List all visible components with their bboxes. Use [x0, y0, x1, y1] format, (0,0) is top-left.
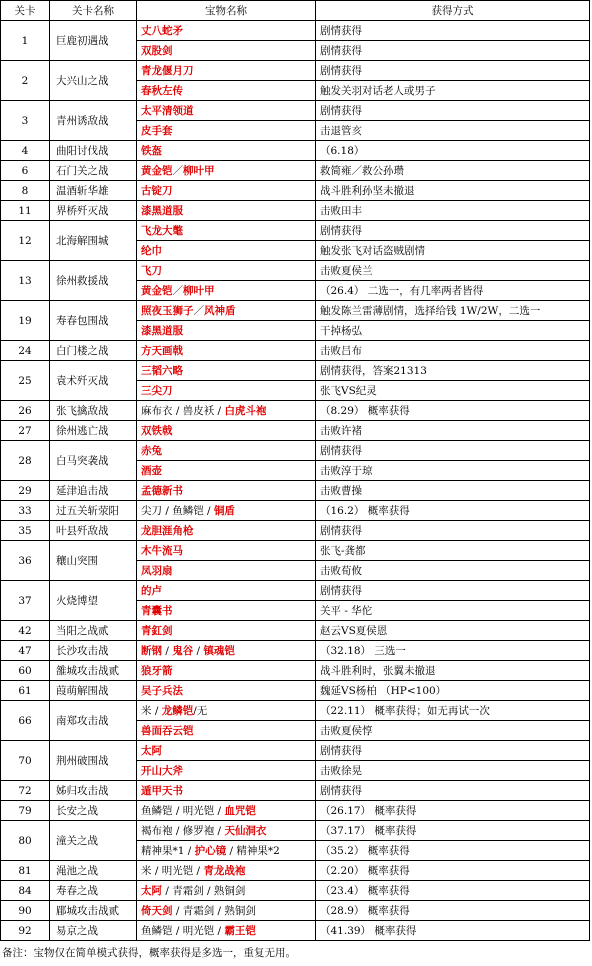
- header-treasure-name: 宝物名称: [137, 1, 316, 21]
- treasure-name: [137, 541, 316, 561]
- acquire-method: 击败夏侯兰: [316, 261, 590, 281]
- stage-number: 81: [1, 861, 50, 881]
- treasure-highlight: 方天画戟: [141, 344, 183, 357]
- treasure-highlight: 兽面吞云铠: [141, 724, 194, 737]
- treasure-highlight: 护心镜: [194, 844, 227, 857]
- treasure-highlight: 龙鳞铠: [161, 704, 194, 717]
- acquire-method: 击败许褚: [316, 421, 590, 441]
- treasure-highlight: 照夜玉狮子: [141, 304, 194, 317]
- treasure-name: [137, 141, 316, 161]
- acquire-method: 赵云VS夏侯恩: [316, 621, 590, 641]
- treasure-name: [137, 681, 316, 701]
- acquire-method: 击败荀攸: [316, 561, 590, 581]
- table-row: [1, 661, 590, 681]
- stage-name: 张飞擒敌战: [50, 401, 137, 421]
- acquire-method: （16.2） 概率获得: [316, 501, 590, 521]
- treasure-highlight: 吴子兵法: [141, 684, 183, 697]
- treasure-highlight: 铜盾: [213, 504, 235, 517]
- acquire-method: （26.17） 概率获得: [316, 801, 590, 821]
- treasure-text: /无: [193, 704, 208, 717]
- treasure-highlight: 柳叶甲: [183, 164, 215, 177]
- table-row: [1, 361, 590, 381]
- stage-number: 26: [1, 401, 50, 421]
- stage-number: 19: [1, 301, 50, 341]
- stage-number: 70: [1, 741, 50, 781]
- stage-name: 过五关斩荥阳: [50, 501, 137, 521]
- stage-number: 29: [1, 481, 50, 501]
- stage-name: 荆州破围战: [50, 741, 137, 781]
- treasure-name: [137, 581, 316, 601]
- treasure-name: [137, 501, 316, 521]
- treasure-text: / 青霜剑 / 熟铜剑: [172, 904, 256, 917]
- stage-number: 1: [1, 21, 50, 61]
- treasure-text: 麻布衣 / 兽皮袄 /: [141, 404, 225, 417]
- stage-number: 12: [1, 221, 50, 261]
- treasure-name: [137, 81, 316, 101]
- treasure-text: ／: [172, 284, 183, 297]
- acquire-method: 战斗胜利孙坚未撤退: [316, 181, 590, 201]
- acquire-method: 剧情获得: [316, 221, 590, 241]
- treasure-highlight: 凤羽扇: [141, 564, 173, 577]
- stage-name: 巨鹿初遇战: [50, 21, 137, 61]
- stage-name: 白门楼之战: [50, 341, 137, 361]
- acquire-method: （2.20） 概率获得: [316, 861, 590, 881]
- table-row: [1, 161, 590, 181]
- table-row: [1, 181, 590, 201]
- stage-name: 潼关之战: [50, 821, 137, 861]
- treasure-highlight: 断钢: [141, 644, 162, 657]
- treasure-name: [137, 421, 316, 441]
- acquire-method: （35.2） 概率获得: [316, 841, 590, 861]
- footnote: 备注：宝物仅在简单模式获得，概率获得是多选一，重复无用。: [2, 947, 296, 959]
- table-row: [1, 541, 590, 561]
- treasure-highlight: 龙胆涯角枪: [141, 524, 194, 537]
- acquire-method: 关平 - 华佗: [316, 601, 590, 621]
- stage-name: 长沙攻击战: [50, 641, 137, 661]
- treasure-highlight: 古锭刀: [141, 184, 173, 197]
- treasure-name: [137, 641, 316, 661]
- stage-number: 24: [1, 341, 50, 361]
- acquire-method: （8.29） 概率获得: [316, 401, 590, 421]
- treasure-text: /: [162, 644, 173, 657]
- treasure-highlight: 漆黑道服: [141, 324, 183, 337]
- treasure-text: 米 /: [141, 704, 162, 717]
- acquire-method: 击败田丰: [316, 201, 590, 221]
- table-row: [1, 261, 590, 281]
- stage-number: 90: [1, 901, 50, 921]
- treasure-name: [137, 361, 316, 381]
- stage-name: 温酒斩华雄: [50, 181, 137, 201]
- treasure-name: [137, 461, 316, 481]
- table-row: [1, 141, 590, 161]
- treasure-highlight: 黄金铠: [141, 284, 173, 297]
- treasure-highlight: 青龙战袍: [203, 864, 246, 877]
- acquire-method: （37.17） 概率获得: [316, 821, 590, 841]
- treasure-name: [137, 221, 316, 241]
- treasure-name: [137, 341, 316, 361]
- treasure-highlight: 黄金铠: [141, 164, 173, 177]
- table-row: [1, 101, 590, 121]
- treasure-highlight: 白虎斗袍: [224, 404, 267, 417]
- acquire-method: （23.4） 概率获得: [316, 881, 590, 901]
- acquire-method: 剧情获得，答案21313: [316, 361, 590, 381]
- treasure-highlight: 飞龙大氅: [141, 224, 183, 237]
- treasure-name: [137, 821, 316, 841]
- acquire-method: 击败徐晃: [316, 761, 590, 781]
- treasure-name: [137, 101, 316, 121]
- table-row: [1, 221, 590, 241]
- stage-name: 雒城攻击战贰: [50, 661, 137, 681]
- stage-number: 11: [1, 201, 50, 221]
- stage-name: 寿春之战: [50, 881, 137, 901]
- acquire-method: 击退管亥: [316, 121, 590, 141]
- stage-name: 长安之战: [50, 801, 137, 821]
- treasure-highlight: 三尖刀: [141, 384, 173, 397]
- stage-name: 渑池之战: [50, 861, 137, 881]
- stage-name: 姊归攻击战: [50, 781, 137, 801]
- stage-number: 25: [1, 361, 50, 401]
- acquire-method: 触发关羽对话老人或男子: [316, 81, 590, 101]
- stage-number: 66: [1, 701, 50, 741]
- treasure-name: [137, 601, 316, 621]
- treasure-name: [137, 261, 316, 281]
- treasure-highlight: 镇魂铠: [203, 644, 235, 657]
- treasure-name: [137, 381, 316, 401]
- stage-number: 28: [1, 441, 50, 481]
- acquire-method: 剧情获得: [316, 581, 590, 601]
- treasure-highlight: 风神盾: [204, 304, 236, 317]
- stage-name: 南郑攻击战: [50, 701, 137, 741]
- acquire-method: 剧情获得: [316, 741, 590, 761]
- stage-name: 徐州逃亡战: [50, 421, 137, 441]
- treasure-name: [137, 781, 316, 801]
- acquire-method: 击败淳于琼: [316, 461, 590, 481]
- treasure-highlight: 太阿: [141, 744, 162, 757]
- treasure-highlight: 双股剑: [141, 44, 173, 57]
- acquire-method: 剧情获得: [316, 781, 590, 801]
- stage-name: 徐州救援战: [50, 261, 137, 301]
- table-row: [1, 201, 590, 221]
- stage-number: 3: [1, 101, 50, 141]
- treasure-name: [137, 321, 316, 341]
- treasure-text: 尖刀 / 鱼鳞铠 /: [141, 504, 214, 517]
- treasure-highlight: 的卢: [141, 584, 162, 597]
- stage-name: 大兴山之战: [50, 61, 137, 101]
- acquire-method: 剧情获得: [316, 61, 590, 81]
- table-row: [1, 621, 590, 641]
- table-row: [1, 641, 590, 661]
- table-row: [1, 421, 590, 441]
- treasure-name: [137, 201, 316, 221]
- stage-number: 13: [1, 261, 50, 301]
- stage-number: 35: [1, 521, 50, 541]
- acquire-method: （32.18） 三选一: [316, 641, 590, 661]
- table-row: [1, 821, 590, 841]
- treasure-highlight: 开山大斧: [141, 764, 183, 777]
- acquire-method: 张飞-龚都: [316, 541, 590, 561]
- treasure-name: [137, 481, 316, 501]
- treasure-name: [137, 41, 316, 61]
- table-row: [1, 341, 590, 361]
- stage-number: 8: [1, 181, 50, 201]
- stage-number: 80: [1, 821, 50, 861]
- treasure-text: / 青霜剑 / 熟铜剑: [162, 884, 246, 897]
- stage-name: 火烧博望: [50, 581, 137, 621]
- stage-name: 穰山突围: [50, 541, 137, 581]
- treasure-highlight: 狼牙箭: [141, 664, 173, 677]
- treasure-highlight: 孟德新书: [141, 484, 183, 497]
- treasure-name: [137, 841, 316, 861]
- stage-number: 36: [1, 541, 50, 581]
- treasure-name: [137, 721, 316, 741]
- header-row: [1, 1, 590, 21]
- stage-name: 白马突袭战: [50, 441, 137, 481]
- acquire-method: （22.11） 概率获得；如无再试一次: [316, 701, 590, 721]
- stage-name: 延津追击战: [50, 481, 137, 501]
- stage-number: 72: [1, 781, 50, 801]
- stage-name: 郿城攻击战贰: [50, 901, 137, 921]
- treasure-highlight: 飞刀: [141, 264, 162, 277]
- treasure-highlight: 鬼谷: [172, 644, 194, 657]
- stage-name: 葭萌解围战: [50, 681, 137, 701]
- table-row: [1, 741, 590, 761]
- table-row: [1, 401, 590, 421]
- table-row: [1, 881, 590, 901]
- treasure-name: [137, 21, 316, 41]
- treasure-name: [137, 661, 316, 681]
- stage-name: 曲阳讨伐战: [50, 141, 137, 161]
- table-row: [1, 501, 590, 521]
- table-row: [1, 521, 590, 541]
- stage-number: 79: [1, 801, 50, 821]
- treasure-name: [137, 181, 316, 201]
- treasure-highlight: 皮手套: [141, 124, 173, 137]
- treasure-name: [137, 901, 316, 921]
- table-row: [1, 921, 590, 941]
- acquire-method: 剧情获得: [316, 441, 590, 461]
- acquire-method: 触发陈兰雷薄剧情，选择给钱 1W/2W，二选一: [316, 301, 590, 321]
- treasure-highlight: 太阿: [141, 884, 162, 897]
- treasure-highlight: 春秋左传: [141, 84, 183, 97]
- stage-number: 92: [1, 921, 50, 941]
- treasure-text: /: [193, 644, 204, 657]
- treasure-text: 鱼鳞铠 / 明光铠 /: [141, 924, 225, 937]
- acquire-method: 救简雍／救公孙瓒: [316, 161, 590, 181]
- stage-number: 27: [1, 421, 50, 441]
- treasure-text: ／: [193, 304, 204, 317]
- acquire-method: （41.39） 概率获得: [316, 921, 590, 941]
- stage-number: 61: [1, 681, 50, 701]
- stage-name: 当阳之战贰: [50, 621, 137, 641]
- header-stage-name: 关卡名称: [50, 1, 137, 21]
- acquire-method: 张飞VS纪灵: [316, 381, 590, 401]
- treasure-name: [137, 521, 316, 541]
- acquire-method: （26.4） 二选一，有几率两者皆得: [316, 281, 590, 301]
- treasure-highlight: 木牛流马: [141, 544, 183, 557]
- treasure-text: 鱼鳞铠 / 明光铠 /: [141, 804, 225, 817]
- treasure-highlight: 血咒铠: [224, 804, 256, 817]
- table-row: [1, 901, 590, 921]
- treasure-name: [137, 801, 316, 821]
- treasure-highlight: 青囊书: [141, 604, 173, 617]
- table-row: [1, 801, 590, 821]
- treasure-text: 米 / 明光铠 /: [141, 864, 204, 877]
- treasure-highlight: 霸王铠: [224, 924, 256, 937]
- stage-name: 石门关之战: [50, 161, 137, 181]
- acquire-method: 击败吕布: [316, 341, 590, 361]
- treasure-highlight: 纶巾: [141, 244, 162, 257]
- table-row: [1, 481, 590, 501]
- treasure-highlight: 青釭剑: [141, 624, 173, 637]
- treasure-highlight: 太平清领道: [141, 104, 194, 117]
- stage-number: 60: [1, 661, 50, 681]
- table-row: [1, 441, 590, 461]
- treasure-highlight: 天仙洞衣: [224, 824, 267, 837]
- treasure-name: [137, 761, 316, 781]
- treasure-name: [137, 161, 316, 181]
- treasure-name: [137, 881, 316, 901]
- acquire-method: 剧情获得: [316, 101, 590, 121]
- treasure-name: [137, 241, 316, 261]
- stage-number: 33: [1, 501, 50, 521]
- treasure-name: [137, 561, 316, 581]
- acquire-method: （28.9） 概率获得: [316, 901, 590, 921]
- treasure-highlight: 三韬六略: [141, 364, 183, 377]
- treasure-highlight: 丈八蛇矛: [141, 24, 183, 37]
- treasure-highlight: 青龙偃月刀: [141, 64, 194, 77]
- treasure-highlight: 赤兔: [141, 444, 162, 457]
- acquire-method: 剧情获得: [316, 21, 590, 41]
- table-row: [1, 701, 590, 721]
- treasure-highlight: 遁甲天书: [141, 784, 183, 797]
- treasure-name: [137, 861, 316, 881]
- treasure-name: [137, 281, 316, 301]
- stage-name: 易京之战: [50, 921, 137, 941]
- stage-name: 叶县歼敌战: [50, 521, 137, 541]
- treasure-name: [137, 121, 316, 141]
- acquire-method: 剧情获得: [316, 41, 590, 61]
- treasure-text: ／: [172, 164, 183, 177]
- treasure-name: [137, 701, 316, 721]
- acquire-method: 击败曹操: [316, 481, 590, 501]
- treasure-highlight: 倚天剑: [141, 904, 173, 917]
- acquire-method: 剧情获得: [316, 521, 590, 541]
- acquire-method: 干掉杨弘: [316, 321, 590, 341]
- treasure-text: 精神果*1 /: [141, 844, 195, 857]
- header-acquire-method: 获得方式: [316, 1, 590, 21]
- treasure-name: [137, 621, 316, 641]
- treasure-highlight: 酒壶: [141, 464, 162, 477]
- treasure-name: [137, 401, 316, 421]
- acquire-method: （6.18）: [316, 141, 590, 161]
- stage-name: 袁术歼灭战: [50, 361, 137, 401]
- treasure-highlight: 漆黑道服: [141, 204, 183, 217]
- treasure-name: [137, 741, 316, 761]
- stage-name: 界桥歼灭战: [50, 201, 137, 221]
- table-row: [1, 581, 590, 601]
- acquire-method: 触发张飞对话盗贼剧情: [316, 241, 590, 261]
- table-row: [1, 681, 590, 701]
- stage-number: 6: [1, 161, 50, 181]
- stage-name: 北海解围城: [50, 221, 137, 261]
- table-row: [1, 861, 590, 881]
- treasure-name: [137, 301, 316, 321]
- stage-number: 84: [1, 881, 50, 901]
- stage-name: 青州诱敌战: [50, 101, 137, 141]
- table-row: [1, 301, 590, 321]
- acquire-method: 魏延VS杨柏 （HP<100）: [316, 681, 590, 701]
- stage-number: 37: [1, 581, 50, 621]
- treasure-name: [137, 61, 316, 81]
- header-stage: 关卡: [1, 1, 50, 21]
- acquire-method: 战斗胜利时，张翼未撤退: [316, 661, 590, 681]
- stage-number: 2: [1, 61, 50, 101]
- treasure-highlight: 柳叶甲: [183, 284, 215, 297]
- stage-number: 47: [1, 641, 50, 661]
- acquire-method: 击败夏侯惇: [316, 721, 590, 741]
- table-row: [1, 781, 590, 801]
- stage-number: 42: [1, 621, 50, 641]
- treasure-name: [137, 441, 316, 461]
- treasure-text: / 精神果*2: [226, 844, 280, 857]
- treasure-name: [137, 921, 316, 941]
- treasure-highlight: 铁盔: [141, 144, 162, 157]
- treasure-text: 褐布袍 / 修罗袍 /: [141, 824, 225, 837]
- table-body: [1, 21, 590, 941]
- treasure-highlight: 双铁戟: [141, 424, 173, 437]
- table-row: [1, 21, 590, 41]
- table-row: [1, 61, 590, 81]
- stage-number: 4: [1, 141, 50, 161]
- stage-name: 寿春包围战: [50, 301, 137, 341]
